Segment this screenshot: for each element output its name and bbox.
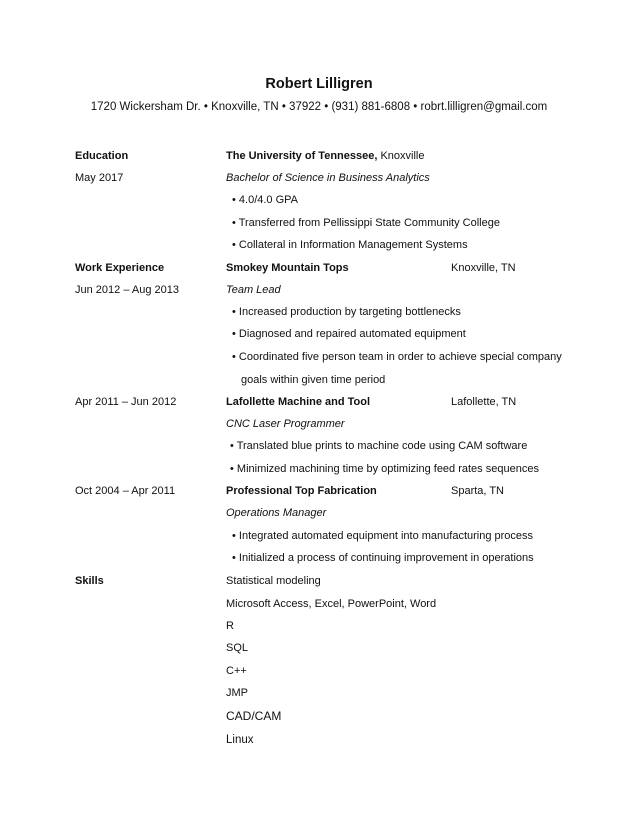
job-title: CNC Laser Programmer xyxy=(226,418,345,430)
skill-item: JMP xyxy=(226,687,248,699)
skill-item: R xyxy=(226,620,234,632)
work-heading: Work Experience xyxy=(75,262,165,274)
job-bullet-continuation: goals within given time period xyxy=(241,374,386,386)
job-bullet: • Diagnosed and repaired automated equipment xyxy=(232,328,466,340)
skill-item: CAD/CAM xyxy=(226,709,282,723)
job-dates: Oct 2004 – Apr 2011 xyxy=(75,485,176,497)
skill-item: Microsoft Access, Excel, PowerPoint, Word xyxy=(226,598,437,610)
education-bullet: • 4.0/4.0 GPA xyxy=(232,194,299,206)
job-bullet: • Minimized machining time by optimizing feed rates sequences xyxy=(230,463,539,475)
skill-item: SQL xyxy=(226,642,249,654)
job-bullet: • Initialized a process of continuing improvement in operations xyxy=(232,552,534,564)
candidate-name: Robert Lilligren xyxy=(265,76,373,92)
education-bullet: • Transferred from Pellissippi State Community College xyxy=(232,217,500,229)
skill-item: Statistical modeling xyxy=(226,575,321,587)
degree: Bachelor of Science in Business Analytics xyxy=(226,172,430,184)
job-location: Sparta, TN xyxy=(451,485,504,497)
job-title: Operations Manager xyxy=(226,507,327,519)
skill-item: C++ xyxy=(226,665,247,677)
job-dates: Apr 2011 – Jun 2012 xyxy=(75,396,177,408)
job-company: Lafollette Machine and Tool xyxy=(226,396,371,408)
education-date: May 2017 xyxy=(75,172,124,184)
school xyxy=(226,149,425,163)
job-bullet: • Integrated automated equipment into manufacturing process xyxy=(232,530,534,542)
job-title: Team Lead xyxy=(226,284,281,296)
job-bullet: • Coordinated five person team in order to achieve special company xyxy=(232,351,562,363)
job-company: Smokey Mountain Tops xyxy=(226,262,349,274)
skill-item: Linux xyxy=(226,734,254,746)
job-dates: Jun 2012 – Aug 2013 xyxy=(75,284,179,296)
skills-heading: Skills xyxy=(75,575,104,587)
education-heading: Education xyxy=(75,150,129,162)
school-city: Knoxville xyxy=(380,150,425,162)
job-bullet: • Translated blue prints to machine code using CAM software xyxy=(230,440,528,452)
school-name: The University of Tennessee, xyxy=(226,150,378,162)
contact-line: 1720 Wickersham Dr. • Knoxville, TN • 37922 • (931) 881-6808 • robrt.lilligren@gmail.com xyxy=(90,101,548,113)
education-bullet: • Collateral in Information Management Systems xyxy=(232,239,468,251)
job-bullet: • Increased production by targeting bottlenecks xyxy=(232,306,461,318)
job-location: Lafollette, TN xyxy=(451,396,517,408)
job-company: Professional Top Fabrication xyxy=(226,485,377,497)
job-location: Knoxville, TN xyxy=(451,262,516,274)
